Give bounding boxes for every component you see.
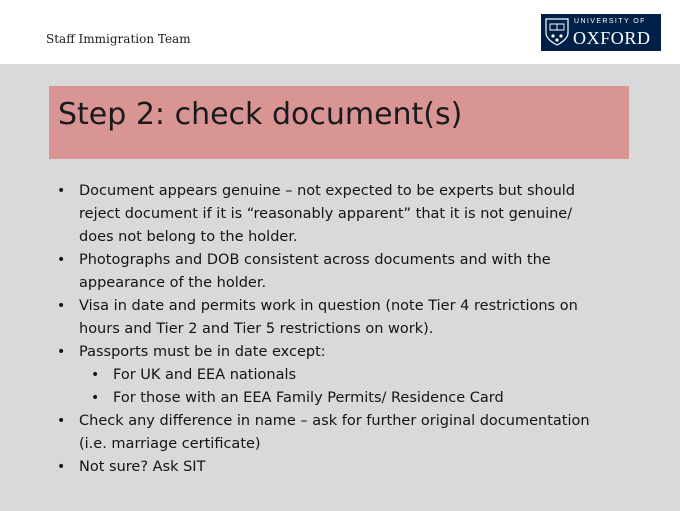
bullet-icon: • [57,298,66,314]
bullet-line: Passports must be in date except: [79,344,326,360]
bullet-list [57,180,647,479]
bullet-item-photographs-dob [57,249,647,295]
sub-bullet-line: For those with an EEA Family Permits/ Residence Card [113,390,504,406]
sub-bullet-line: For UK and EEA nationals [113,367,297,383]
bullet-item-not-sure [57,456,647,479]
sub-bullet-item-eea-family [79,387,647,410]
sub-bullet-item-uk-eea [79,364,647,387]
bullet-line: does not belong to the holder. [79,229,298,245]
bullet-line: (i.e. marriage certificate) [79,436,261,452]
slide-body [0,64,680,511]
header-bar [0,0,680,64]
bullet-icon: • [57,183,66,199]
bullet-icon: • [91,367,100,383]
bullet-line: reject document if it is “reasonably apparent” that it is not genuine/ [79,206,573,222]
bullet-line: hours and Tier 2 and Tier 5 restrictions on work). [79,321,434,337]
sub-bullet-list [79,364,647,410]
logo-oxford-text: OXFORD [573,28,651,48]
bullet-line: Document appears genuine – not expected to be experts but should [79,183,575,199]
bullet-item-name-difference [57,410,647,456]
bullet-icon: • [57,344,66,360]
bullet-line: Not sure? Ask SIT [79,459,206,475]
bullet-icon: • [91,390,100,406]
team-label: Staff Immigration Team [46,32,191,46]
bullet-icon: • [57,459,66,475]
bullet-line: Check any difference in name – ask for further original documentation [79,413,590,429]
bullet-item-visa [57,295,647,341]
bullet-icon: • [57,413,66,429]
bullet-icon: • [57,252,66,268]
bullet-item-document-genuine [57,180,647,249]
logo-university-text: UNIVERSITY OF [574,18,646,25]
oxford-logo [541,14,661,51]
slide-title: Step 2: check document(s) [58,97,463,132]
title-box [49,86,629,159]
crest-icon [545,18,569,47]
bullet-line: Visa in date and permits work in question (note Tier 4 restrictions on [79,298,578,314]
bullet-line: Photographs and DOB consistent across documents and with the [79,252,551,268]
bullet-item-passports [57,341,647,410]
bullet-line: appearance of the holder. [79,275,267,291]
